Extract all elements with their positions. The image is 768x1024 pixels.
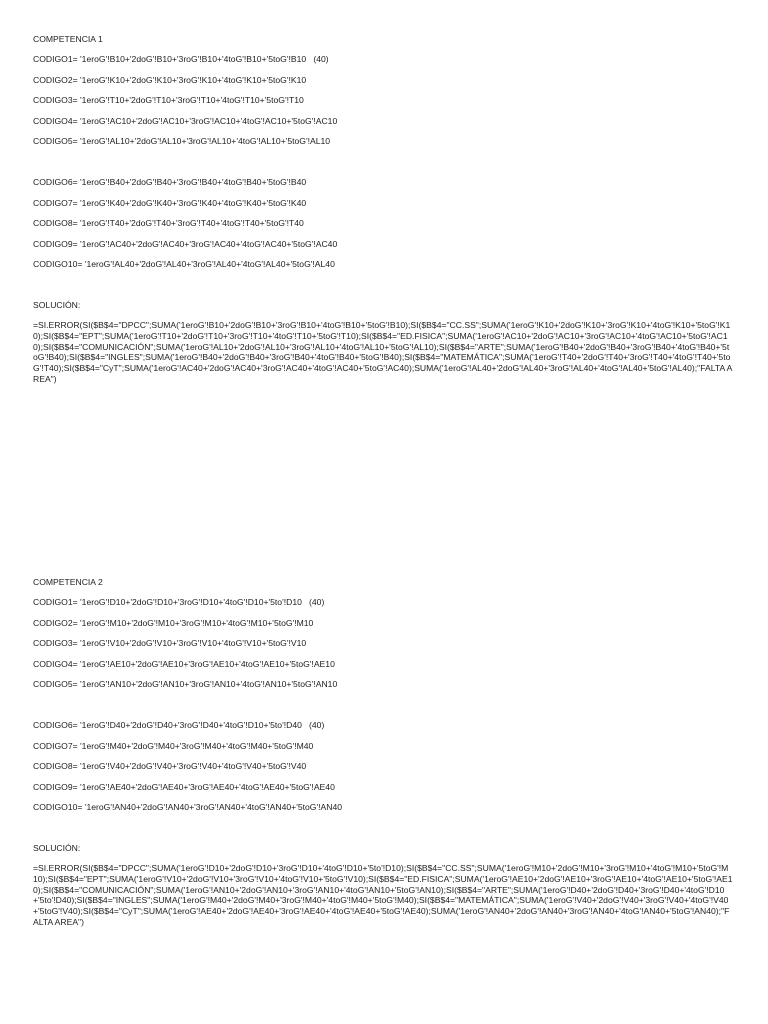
code-line-7: CODIGO7= '1eroG'!M40+'2doG'!M40+'3roG'!M40+'4toG'!M40+'5toG'!M40 [33,740,314,751]
code-line-6: CODIGO6= '1eroG'!D40+'2doG'!D40+'3roG'!D40+'4toG'!D10+'5to'!D40 (40) [33,720,325,730]
code-line-10: CODIGO10= '1eroG'!AN40+'2doG'!AN40+'3roG'!AN40+'4toG'!AN40+'5toG'!AN40 [33,802,342,812]
code-line-2: CODIGO2= '1eroG'!K10+'2doG'!K10+'3roG'!K10+'4toG'!K10+'5toG'!K10 [33,74,307,85]
code-line-4: CODIGO4= '1eroG'!AC10+'2doG'!AC10+'3roG'!AC10+'4toG'!AC10+'5toG'!AC10 [33,115,338,126]
code-line-10: CODIGO10= '1eroG'!AL40+'2doG'!AL40+'3roG'!AL40+'4toG'!AL40+'5toG'!AL40 [33,259,335,269]
solution-formula: =SI.ERROR(SI($B$4="DPCC";SUMA('1eroG'!D10+'2doG'!D10+'3roG'!D10+'4toG'!D10+'5to'!D10);SI($B$4="CC.SS";SUMA('1eroG'!M10+'2doG'!M10+'3roG'!M10+'4toG'!M10+'5toG'!M10);SI($B$4="EPT";SUMA('1eroG'!V10+'2doG'!V10+'3roG'!V10+'4toG'!V10+'5toG'!V10);SI($B$4="ED.FISICA";SUMA('1eroG'!AE10+'2doG'!AE10+'3roG'!AE10+'4toG'!AE10+'5toG'!AE10);SI($B$4="COMUNICACIÓN";SUMA('1eroG'!AN10+'2doG'!AN10+'3roG'!AN10+'4toG'!AN10+'5toG'!AN10);SI($B$4="ARTE";SUMA('1eroG'!D40+'2doG'!D40+'3roG'!D40+'4toG'!D10+'5to'!D40);SI($B$4="INGLES";SUMA('1eroG'!M40+'2doG'!M40+'3roG'!M40+'4toG'!M40+'5toG'!M40);SI($B$4="MATEMÁTICA";SUMA('1eroG'!V40+'2doG'!V40+'3roG'!V40+'4toG'!V40+'5toG'!V40);SI($B$4="CyT";SUMA('1eroG'!AE40+'2doG'!AE40+'3roG'!AE40+'4toG'!AE40+'5toG'!AE40);SUMA('1eroG'!AN40+'2doG'!AN40+'3roG'!AN40+'4toG'!AN40+'5toG'!AN40);"FALTA AREA") [33,863,733,927]
code-line-5: CODIGO5= '1eroG'!AL10+'2doG'!AL10+'3roG'!AL10+'4toG'!AL10+'5toG'!AL10 [33,136,331,146]
code-line-3: CODIGO3= '1eroG'!T10+'2doG'!T10+'3roG'!T10+'4toG'!T10+'5toG'!T10 [33,95,304,105]
section-title: COMPETENCIA 2 [33,577,103,587]
code-line-9: CODIGO9= '1eroG'!AE40+'2doG'!AE40+'3roG'!AE40+'4toG'!AE40+'5toG'!AE40 [33,781,335,792]
solution-label: SOLUCIÓN: [33,843,81,853]
code-line-7: CODIGO7= '1eroG'!K40+'2doG'!K40+'3roG'!K40+'4toG'!K40+'5toG'!K40 [33,197,307,208]
code-line-3: CODIGO3= '1eroG'!V10+'2doG'!V10+'3roG'!V10+'4toG'!V10+'5toG'!V10 [33,638,307,648]
code-line-2: CODIGO2= '1eroG'!M10+'2doG'!M10+'3roG'!M10+'4toG'!M10+'5toG'!M10 [33,617,314,628]
code-line-8: CODIGO8= '1eroG'!V40+'2doG'!V40+'3roG'!V40+'4toG'!V40+'5toG'!V40 [33,761,307,771]
code-line-8: CODIGO8= '1eroG'!T40+'2doG'!T40+'3roG'!T40+'4toG'!T40+'5toG'!T40 [33,218,304,228]
section-title: COMPETENCIA 1 [33,34,103,44]
code-line-6: CODIGO6= '1eroG'!B40+'2doG'!B40+'3roG'!B40+'4toG'!B40+'5toG'!B40 [33,177,307,187]
code-line-1: CODIGO1= '1eroG'!D10+'2doG'!D10+'3roG'!D10+'4toG'!D10+'5to'!D10 (40) [33,597,325,607]
code-line-5: CODIGO5= '1eroG'!AN10+'2doG'!AN10+'3roG'!AN10+'4toG'!AN10+'5toG'!AN10 [33,679,338,689]
solution-formula: =SI.ERROR(SI($B$4="DPCC";SUMA('1eroG'!B10+'2doG'!B10+'3roG'!B10+'4toG'!B10+'5toG'!B10);SI($B$4="CC.SS";SUMA('1eroG'!K10+'2doG'!K10+'3roG'!K10+'4toG'!K10+'5toG'!K10);SI($B$4="EPT";SUMA('1eroG'!T10+'2doG'!T10+'3roG'!T10+'4toG'!T10+'5toG'!T10);SI($B$4="ED.FISICA";SUMA('1eroG'!AC10+'2doG'!AC10+'3roG'!AC10+'4toG'!AC10+'5toG'!AC10);SI($B$4="COMUNICACIÓN";SUMA('1eroG'!AL10+'2doG'!AL10+'3roG'!AL10+'4toG'!AL10+'5toG'!AL10);SI($B$4="ARTE";SUMA('1eroG'!B40+'2doG'!B40+'3roG'!B40+'4toG'!B40+'5toG'!B40);SI($B$4="INGLES";SUMA('1eroG'!B40+'2doG'!B40+'3roG'!B40+'4toG'!B40+'5toG'!B40);SI($B$4="MATEMÁTICA";SUMA('1eroG'!T40+'2doG'!T40+'3roG'!T40+'4toG'!T40+'5toG'!T40);SI($B$4="CyT";SUMA('1eroG'!AC40+'2doG'!AC40+'3roG'!AC40+'4toG'!AC40+'5toG'!AC40);SUMA('1eroG'!AL40+'2doG'!AL40+'3roG'!AL40+'4toG'!AL40+'5toG'!AL40);"FALTA AREA") [33,320,733,384]
code-line-1: CODIGO1= '1eroG'!B10+'2doG'!B10+'3roG'!B10+'4toG'!B10+'5toG'!B10 (40) [33,54,329,64]
code-line-9: CODIGO9= '1eroG'!AC40+'2doG'!AC40+'3roG'!AC40+'4toG'!AC40+'5toG'!AC40 [33,238,338,249]
solution-label: SOLUCIÓN: [33,300,81,310]
code-line-4: CODIGO4= '1eroG'!AE10+'2doG'!AE10+'3roG'!AE10+'4toG'!AE10+'5toG'!AE10 [33,658,335,669]
